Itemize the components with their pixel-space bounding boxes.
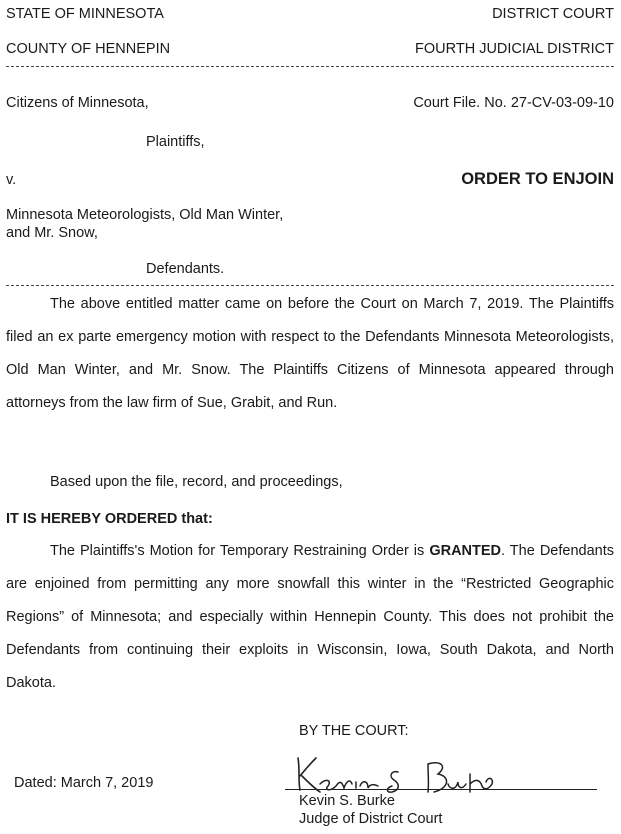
state-label: STATE OF MINNESOTA bbox=[6, 6, 164, 22]
intro-paragraph: The above entitled matter came on before the Court on March 7, 2019. The Plaintiffs filed an ex parte emergency motion with respect to the Defendants Minnesota Meteorologists, Old Man Winter, and Mr. Snow. The Plaintiffs Citizens of Minnesota appeared through attorneys from the law firm of Sue, Grabit, and Run. bbox=[6, 296, 614, 411]
court-file-number: Court File. No. 27-CV-03-09-10 bbox=[413, 95, 614, 111]
plaintiff-role: Plaintiffs, bbox=[146, 134, 205, 150]
order-text-part-1: The Plaintiffs's Motion for Temporary Restraining Order is bbox=[50, 543, 430, 559]
judge-name: Kevin S. Burke bbox=[299, 793, 395, 809]
defendant-role: Defendants. bbox=[146, 261, 225, 277]
versus-label: v. bbox=[6, 172, 17, 188]
judge-title: Judge of District Court bbox=[299, 811, 443, 827]
based-upon-line: Based upon the file, record, and proceedings, bbox=[50, 474, 343, 490]
granted-word: GRANTED bbox=[429, 543, 502, 559]
by-the-court-label: BY THE COURT: bbox=[299, 723, 409, 739]
plaintiff-name: Citizens of Minnesota, bbox=[6, 95, 149, 111]
district-label: FOURTH JUDICIAL DISTRICT bbox=[415, 41, 614, 57]
county-label: COUNTY OF HENNEPIN bbox=[6, 41, 171, 57]
order-paragraph bbox=[6, 535, 614, 700]
defendant-line-1: Minnesota Meteorologists, Old Man Winter, bbox=[6, 207, 284, 223]
court-label: DISTRICT COURT bbox=[492, 6, 614, 22]
ordered-heading: IT IS HEREBY ORDERED that: bbox=[6, 511, 213, 527]
defendant-line-2: and Mr. Snow, bbox=[6, 225, 98, 241]
dated-line: Dated: March 7, 2019 bbox=[14, 775, 154, 791]
parties-divider bbox=[6, 285, 614, 286]
signature-line bbox=[285, 789, 597, 790]
order-text-part-2: . The Defendants are enjoined from permitting any more snowfall this winter in the “Restricted Geographic Regions” of Minnesota; and especially within Hennepin County. This does not prohibit the Defendants from continuing their exploits in Wisconsin, Iowa, South Dakota, and North Dakota. bbox=[6, 543, 614, 691]
caption-divider bbox=[6, 66, 614, 67]
order-title: ORDER TO ENJOIN bbox=[461, 170, 614, 188]
